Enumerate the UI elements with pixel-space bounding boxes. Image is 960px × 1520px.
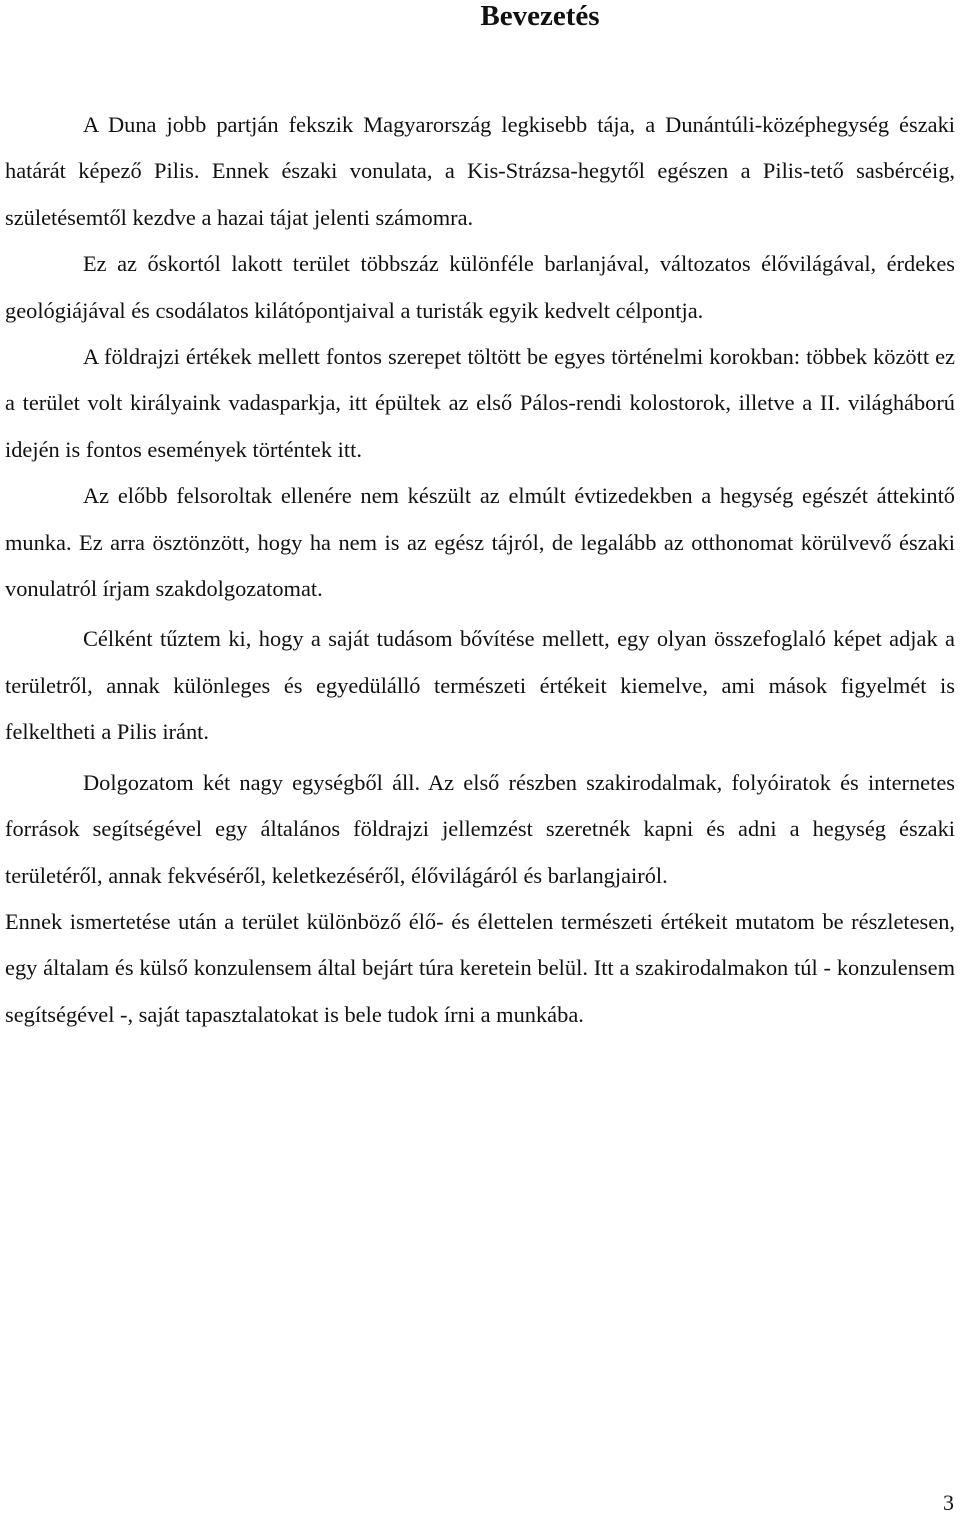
document-body	[5, 102, 955, 1038]
paragraph-inhabited-area: Ez az őskortól lakott terület többszáz különféle barlanjával, változatos élővilágával, érdekes geológiájával és csodálatos kilátópontjaival a turisták egyik kedvelt célpontja.	[5, 251, 955, 323]
paragraph-second-part: Ennek ismertetése után a terület különböző élő- és élettelen természeti értékeit mutatom be részletesen, egy általam és külső konzulensem által bejárt túra keretein belül. Itt a szakirodalmakon túl - konzulensem segítségével -, saját tapasztalatokat is bele tudok írni a munkába.	[5, 908, 955, 1027]
paragraph-goal: Célként tűztem ki, hogy a saját tudásom bővítése mellett, egy olyan összefoglaló képet adjak a területről, annak különleges és egyedülálló természeti értékeit kiemelve, ami mások figyelmét is felkeltheti a Pilis iránt.	[5, 626, 955, 745]
page-title: Bevezetés	[480, 0, 600, 32]
paragraph-history: A földrajzi értékek mellett fontos szerepet töltött be egyes történelmi korokban: többek között ez a terület volt királyaink vadasparkja, itt épültek az első Pálos-rendi kolostorok, illetve a II. világháború idején is fontos események történtek itt.	[5, 344, 955, 462]
paragraph-structure: Dolgozatom két nagy egységből áll. Az első részben szakirodalmak, folyóiratok és internetes források segítségével egy általános földrajzi jellemzést szeretnék kapni és adni a hegység északi területéről, annak fekvéséről, keletkezéséről, élővilágáról és barlangjairól.	[5, 769, 955, 888]
paragraph-motivation: Az előbb felsoroltak ellenére nem készült az elmúlt évtizedekben a hegység egészét áttekintő munka. Ez arra ösztönzött, hogy ha nem is az egész tájról, de legalább az otthonomat körülvevő északi vonulatról írjam szakdolgozatomat.	[5, 483, 955, 602]
page-number: 3	[943, 1490, 954, 1515]
paragraph-intro: A Duna jobb partján fekszik Magyarország legkisebb tája, a Dunántúli-középhegység északi határát képező Pilis. Ennek északi vonulata, a Kis-Strázsa-hegytől egészen a Pilis-tető sasbércéig, születésemtől kezdve a hazai tájat jelenti számomra.	[5, 112, 955, 230]
